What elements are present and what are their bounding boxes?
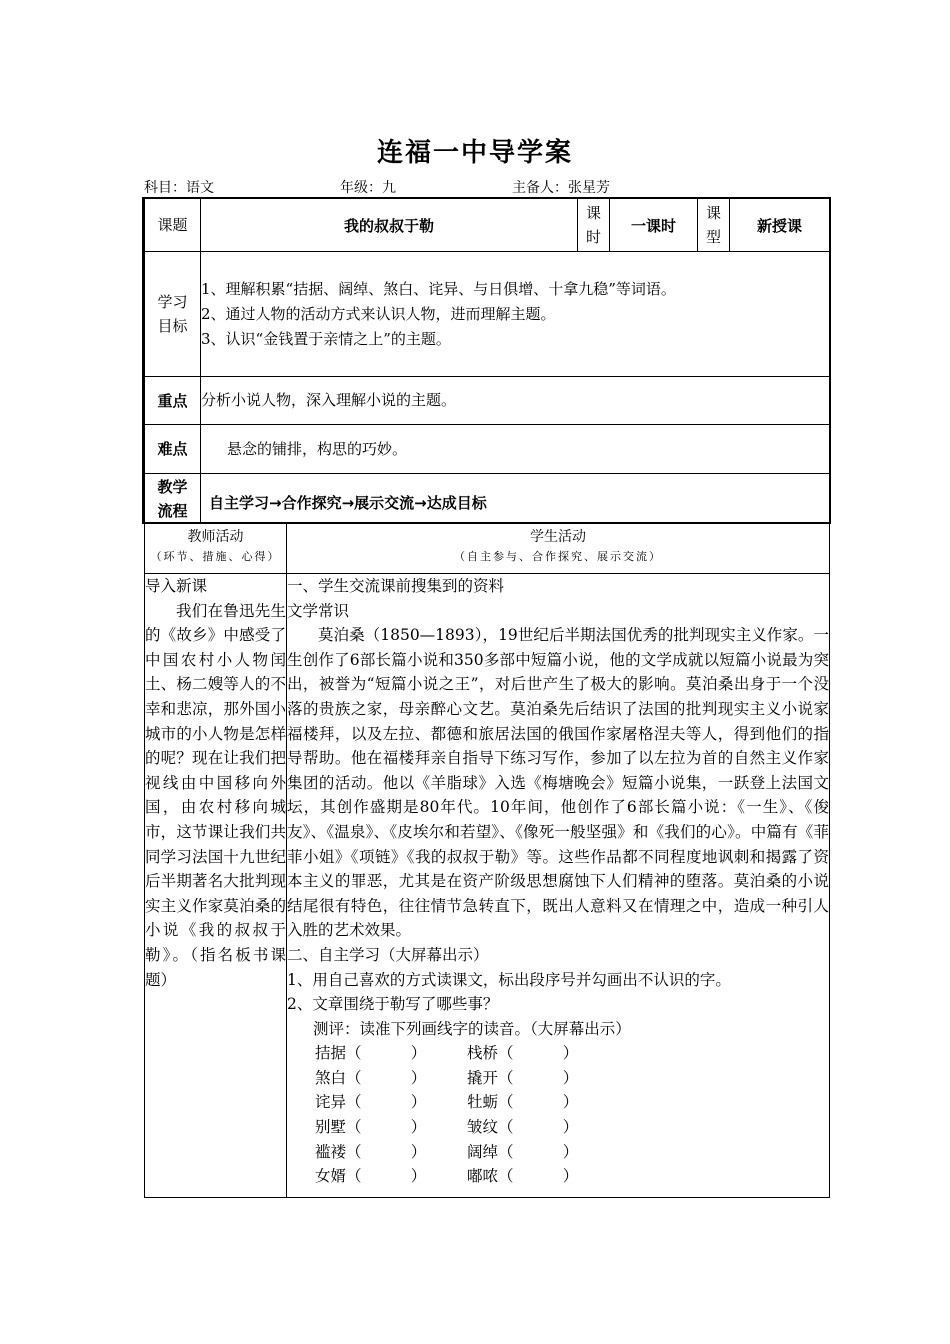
vocab-row xyxy=(315,1041,578,1066)
vocab-row xyxy=(315,1115,578,1140)
difficulty-value: 悬念的铺排，构思的巧妙。 xyxy=(201,425,830,474)
grade-label: 年级： xyxy=(340,180,382,196)
teacher-section-title: 导入新课 xyxy=(145,577,208,595)
subject-meta xyxy=(144,177,214,197)
difficulty-label: 难点 xyxy=(145,425,201,474)
difficulty-row xyxy=(145,425,830,474)
teacher-header-sub: （环节、措施、心得） xyxy=(150,550,281,563)
subject-value: 语文 xyxy=(186,180,214,196)
vocab-item: 褴褛（ ） xyxy=(315,1142,427,1161)
lesson-info-table xyxy=(144,198,830,524)
vocab-item: 撬开（ ） xyxy=(467,1068,579,1087)
vocab-item: 嘟哝（ ） xyxy=(467,1167,579,1186)
goals-row xyxy=(145,252,830,377)
literature-notes: 莫泊桑（1850—1893），19世纪后半期法国优秀的批判现实主义作家。一生创作了6部长篇小说和350多部中短篇小说，他的文学成就以短篇小说最为突出，被誉为“短篇小说之王”，对后世产生了极大的影响。莫泊桑出身于一个没落的贵族之家，母亲醉心文艺。莫泊桑先后结识了法国的批判现实主义小说家福楼拜，以及左拉、都德和旅居法国的俄国作家屠格涅夫等人，得到他们的指导帮助。他在福楼拜亲自指导下练习写作，参加了以左拉为首的自然主义作家集团的活动。他以《羊脂球》入选《梅塘晚会》短篇小说集，一跃登上法国文坛，其创作盛期是80年代。10年间，他创作了6部长篇小说：《一生》、《俊友》、《温泉》、《皮埃尔和若望》、《像死一般坚强》和《我们的心》。中篇有《菲菲小姐》《项链》《我的叔叔于勒》等。这些作品都不同程度地讽刺和揭露了资本主义的罪恶，尤其是在资产阶级思想腐蚀下人们精神的堕落。莫泊桑的小说结尾很有特色，往往情节急转直下，既出人意料又在情理之中，造成一种引人入胜的艺术效果。 xyxy=(287,626,829,940)
vocab-item: 阔绰（ ） xyxy=(467,1142,579,1161)
topic-label: 课题 xyxy=(145,199,201,252)
page-title: 连福一中导学案 xyxy=(376,138,573,168)
focus-value: 分析小说人物，深入理解小说的主题。 xyxy=(201,377,830,425)
grade-meta xyxy=(340,177,396,197)
type-value: 新授课 xyxy=(730,199,830,252)
process-value: 自主学习→合作探究→展示交流→达成目标 xyxy=(201,474,830,524)
vocab-item: 女婿（ ） xyxy=(315,1167,427,1186)
student-section-1: 一、学生交流课前搜集到的资料 xyxy=(287,577,505,595)
topic-value: 我的叔叔于勒 xyxy=(201,199,578,252)
vocab-row xyxy=(315,1140,578,1165)
student-activity xyxy=(287,574,830,1198)
student-header-sub: （自主参与、合作探究、展示交流） xyxy=(454,550,662,563)
type-label: 课 型 xyxy=(698,199,730,252)
subject-label: 科目： xyxy=(144,180,186,196)
hours-value: 一课时 xyxy=(610,199,698,252)
teacher-intro-text: 我们在鲁迅先生的《故乡》中感受了中国农村小人物闰土、杨二嫂等人的不幸和悲凉，那外国小城市的小人物是怎样的呢？现在让我们把视线由中国移向外国，由农村移向城市，这节课让我们共同学习法国十九世纪后半期著名大批判现实主义作家莫泊桑的小说《我的叔叔于勒》。（指名板书课题） xyxy=(145,601,286,989)
goal-item: 1、理解积累“拮据、阔绰、煞白、诧异、与日俱增、十拿九稳”等词语。 xyxy=(201,280,676,298)
vocab-table xyxy=(315,1041,578,1189)
vocab-item: 别墅（ ） xyxy=(315,1118,427,1137)
preparer-value: 张星芳 xyxy=(568,180,610,196)
vocab-item: 煞白（ ） xyxy=(315,1068,427,1087)
goals-label: 学习 目标 xyxy=(145,252,201,377)
activities-header-row xyxy=(145,524,830,574)
student-section-2: 二、自主学习（大屏幕出示） xyxy=(287,945,489,964)
vocab-item: 拮据（ ） xyxy=(315,1044,427,1063)
preparer-meta xyxy=(512,177,610,197)
vocab-item: 皱纹（ ） xyxy=(467,1118,579,1137)
test-instruction: 测评：读准下列画线字的读音。（大屏幕出示） xyxy=(313,1019,631,1038)
focus-row xyxy=(145,377,830,425)
student-section-1-sub: 文学常识 xyxy=(287,601,350,620)
task-1: 1、用自己喜欢的方式读课文，标出段序号并勾画出不认识的字。 xyxy=(287,970,731,989)
vocab-row xyxy=(315,1164,578,1189)
teacher-header xyxy=(145,524,287,574)
vocab-row xyxy=(315,1066,578,1091)
student-header xyxy=(287,524,830,574)
process-row xyxy=(145,474,830,524)
focus-label: 重点 xyxy=(145,377,201,425)
teacher-activity xyxy=(145,574,287,1198)
vocab-item: 诧异（ ） xyxy=(315,1093,427,1112)
vocab-item: 牡蛎（ ） xyxy=(467,1093,579,1112)
preparer-label: 主备人： xyxy=(512,180,568,196)
activities-body-row xyxy=(145,574,830,1198)
process-label: 教学 流程 xyxy=(145,474,201,524)
goal-item: 2、通过人物的活动方式来认识人物，进而理解主题。 xyxy=(201,305,556,323)
grade-value: 九 xyxy=(382,180,396,196)
goals-list xyxy=(201,252,830,377)
vocab-item: 栈桥（ ） xyxy=(467,1044,579,1063)
activities-table xyxy=(144,523,830,1198)
hours-label: 课 时 xyxy=(578,199,610,252)
student-header-title: 学生活动 xyxy=(530,529,586,545)
vocab-row xyxy=(315,1090,578,1115)
goal-item: 3、认识“金钱置于亲情之上”的主题。 xyxy=(201,330,451,348)
task-2: 2、文章围绕于勒写了哪些事？ xyxy=(287,995,499,1014)
topic-row xyxy=(145,199,830,252)
teacher-header-title: 教师活动 xyxy=(187,529,244,545)
